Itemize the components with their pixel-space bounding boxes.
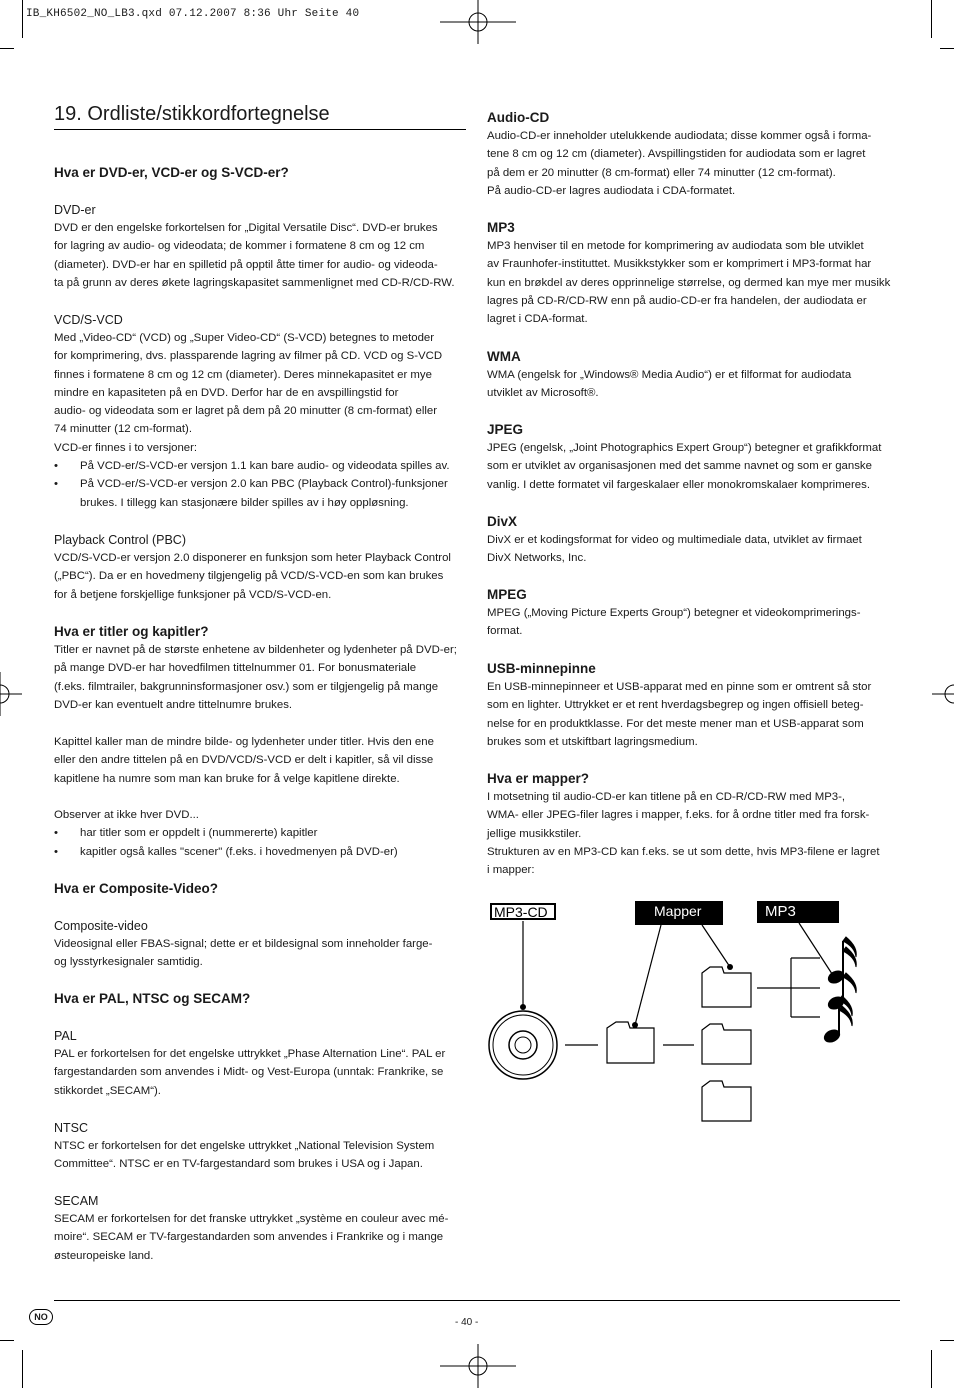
folder-icon bbox=[702, 1081, 751, 1121]
entry-line: kapitlene ha numre som man kan bruke for å velge kapitlene direkte. bbox=[54, 772, 400, 785]
entry-audio-cd bbox=[487, 109, 907, 200]
entry-heading: USB-minnepinne bbox=[487, 661, 596, 676]
label-mp3: MP3 bbox=[765, 903, 796, 920]
entry-line: på mange DVD-er har hovedfilmen tittelnummer 01. For bonusmateriale bbox=[54, 662, 417, 675]
entry-secam bbox=[54, 1192, 474, 1265]
entry-title: VCD/S-VCD bbox=[54, 313, 123, 327]
registration-mark-top bbox=[440, 0, 516, 44]
entry-line: ta på grunn av deres økete lagringskapasitet sammenlignet med CD-R/CD-RW. bbox=[54, 276, 455, 289]
entry-line: som er utviklet av organisasjonen med det samme navnet og som er ganske bbox=[487, 460, 872, 473]
entry-line: DivX er et kodingsformat for video og multimediale data, utviklet av firmaet bbox=[487, 534, 862, 546]
entry-folders bbox=[487, 770, 907, 879]
entry-line: lagres på CD-R/CD-RW enn på audio-CD-er fra handelen, der audiodata er bbox=[487, 294, 867, 307]
entry-line: DivX Networks, Inc. bbox=[487, 552, 587, 565]
title-rule bbox=[54, 129, 466, 130]
crop-mark bbox=[22, 0, 23, 38]
entry-line: brukes som et utskiftbart lagringsmedium. bbox=[487, 735, 698, 748]
entry-line: WMA (engelsk for „Windows® Media Audio“) er et filformat for audiodata bbox=[487, 369, 852, 381]
entry-line: i mapper: bbox=[487, 864, 535, 877]
entry-title: DVD-er bbox=[54, 203, 96, 217]
entry-line: En USB-minnepinneer et USB-apparat med en pinne som er omtrent så stor bbox=[487, 681, 872, 693]
entry-line: lagret i CDA-format. bbox=[487, 313, 588, 326]
section-heading: Hva er Composite-Video? bbox=[54, 881, 219, 896]
list-item: • kapitler også kalles "scener" (f.eks. i hovedmenyen på DVD-er) bbox=[54, 843, 474, 861]
crop-mark bbox=[0, 48, 14, 49]
entry-title: NTSC bbox=[54, 1121, 89, 1135]
entry-title: SECAM bbox=[54, 1194, 99, 1208]
entry-heading: MPEG bbox=[487, 587, 527, 602]
section-heading: Hva er titler og kapitler? bbox=[54, 624, 209, 639]
registration-mark-right bbox=[932, 672, 954, 716]
entry-line: og lysstyrkesignaler samtidig. bbox=[54, 956, 203, 969]
crop-mark bbox=[931, 1350, 932, 1388]
cd-disc-icon bbox=[489, 1011, 557, 1079]
entry-line: brukes. I tillegg kan stasjonære bilder spilles av i høy oppløsning. bbox=[80, 496, 409, 509]
entry-heading: WMA bbox=[487, 349, 521, 364]
crop-mark bbox=[940, 1340, 954, 1341]
entry-line: eller den andre tittelen på en DVD/VCD/S-VCD er delt i kapitler, så vil disse bbox=[54, 754, 434, 767]
entry-line: tene 8 cm og 12 cm (diameter). Avspillingstiden for audiodata som er lagret bbox=[487, 148, 866, 161]
bullet-list bbox=[54, 824, 474, 861]
folder-icon bbox=[702, 967, 751, 1007]
entry-usb bbox=[487, 660, 907, 751]
entry-jpeg bbox=[487, 421, 907, 494]
entry-heading: JPEG bbox=[487, 422, 524, 437]
crop-mark bbox=[0, 1340, 14, 1341]
entry-vcd bbox=[54, 311, 474, 512]
entry-mpeg bbox=[487, 586, 907, 641]
entry-line: moire“. SECAM er TV-fargestandarden som anvendes i Frankrike og i mange bbox=[54, 1231, 444, 1244]
entry-heading: DivX bbox=[487, 514, 518, 529]
entry-line: av Fraunhofer-instituttet. Musikkstykker som er komprimert i MP3-format har bbox=[487, 258, 872, 271]
entry-line: Observer at ikke hver DVD... bbox=[54, 809, 199, 821]
entry-heading: Audio-CD bbox=[487, 110, 550, 125]
entry-ntsc bbox=[54, 1119, 474, 1174]
entry-line: for komprimering, dvs. plassparende lagring av filmer på CD. VCD og S-VCD bbox=[54, 350, 443, 363]
chapters-paragraph bbox=[54, 733, 474, 788]
entry-line: østeuropeiske land. bbox=[54, 1249, 154, 1262]
entry-pbc bbox=[54, 531, 474, 604]
label-folders: Mapper bbox=[654, 903, 702, 919]
entry-line: (diameter). DVD-er har en spilletid på opptil åtte timer for audio- og videoda- bbox=[54, 258, 438, 271]
entry-line: mindre en kapasiteten på en DVD. Derfor har de en avspillingstid for bbox=[54, 386, 399, 399]
section-heading: Hva er PAL, NTSC og SECAM? bbox=[54, 991, 251, 1006]
entry-line: På audio-CD-er lagres audiodata i CDA-formatet. bbox=[487, 184, 736, 197]
mp3-cd-structure-diagram bbox=[480, 895, 880, 1130]
crop-mark bbox=[22, 1350, 23, 1388]
entry-line: format. bbox=[487, 625, 523, 638]
list-item: • har titler som er oppdelt i (nummererte) kapitler bbox=[54, 824, 474, 842]
label-mp3-cd: MP3-CD bbox=[494, 904, 548, 920]
entry-line: (f.eks. filmtrailer, bakgrunninsformasjoner osv.) som er tilgjengelig på mange bbox=[54, 680, 439, 693]
entry-line: utviklet av Microsoft®. bbox=[487, 387, 599, 400]
entry-heading: Hva er mapper? bbox=[487, 771, 590, 786]
entry-line: MP3 henviser til en metode for komprimering av audiodata som ble utviklet bbox=[487, 240, 864, 252]
entry-line: Strukturen av en MP3-CD kan f.eks. se ut som dette, hvis MP3-filene er lagret bbox=[487, 845, 880, 858]
entry-line: Titler er navnet på de største enhetene av bildenheter og lydenheter på DVD-er; bbox=[54, 644, 457, 656]
section-composite bbox=[54, 880, 474, 898]
entry-pal bbox=[54, 1027, 474, 1100]
entry-line: Videosignal eller FBAS-signal; dette er et bildesignal som inneholder farge- bbox=[54, 938, 433, 950]
entry-line: SECAM er forkortelsen for det franske uttrykket „système en couleur avec mé- bbox=[54, 1213, 449, 1225]
entry-line: WMA- eller JPEG-filer lagres i mapper, f.eks. for å ordne titler med fra forsk- bbox=[487, 809, 870, 822]
entry-line: („PBC“). Da er en hovedmeny tilgjengelig på VCD/S-VCD-en som kan brukes bbox=[54, 570, 444, 583]
music-notes-icon bbox=[822, 937, 856, 1044]
entry-line: Kapittel kaller man de mindre bilde- og lydenheter under titler. Hvis den ene bbox=[54, 736, 434, 748]
folder-icon bbox=[607, 1022, 654, 1063]
entry-mp3 bbox=[487, 219, 907, 328]
entry-line: Audio-CD-er inneholder utelukkende audiodata; disse kommer også i forma- bbox=[487, 130, 872, 142]
entry-line: PAL er forkortelsen for det engelske uttrykket „Phase Alternation Line“. PAL er bbox=[54, 1048, 446, 1060]
entry-line: fargestandarden som anvendes i Midt- og Vest-Europa (unntak: Frankrike, se bbox=[54, 1066, 444, 1079]
entry-line: Committee“. NTSC er en TV-fargestandard som brukes i USA og i Japan. bbox=[54, 1158, 423, 1171]
entry-title: PAL bbox=[54, 1029, 77, 1043]
section-titles bbox=[54, 623, 474, 714]
section-pal bbox=[54, 990, 474, 1008]
registration-mark-left bbox=[0, 672, 22, 716]
entry-line: som en lighter. Uttrykket er et rent hverdagsbegrep og ingen offisiell beteg- bbox=[487, 699, 864, 712]
file-slug: IB_KH6502_NO_LB3.qxd 07.12.2007 8:36 Uhr Seite 40 bbox=[26, 8, 360, 20]
entry-line: stikkordet „SECAM“). bbox=[54, 1084, 161, 1097]
bullet-list bbox=[54, 457, 474, 494]
entry-title: Playback Control (PBC) bbox=[54, 533, 186, 547]
list-item: • På VCD-er/S-VCD-er versjon 1.1 kan bare audio- og videodata spilles av. bbox=[54, 457, 474, 475]
page-title: 19. Ordliste/stikkordfortegnelse bbox=[54, 103, 330, 125]
entry-line: 74 minutter (12 cm-format). bbox=[54, 423, 192, 436]
crop-mark bbox=[940, 48, 954, 49]
entry-line: audio- og videodata som er lagret på dem på 20 minutter (8 cm-format) eller bbox=[54, 405, 438, 418]
entry-line: vanlig. I dette formatet vil fargeskalaer eller monokromskalaer komprimeres. bbox=[487, 478, 870, 491]
language-badge: NO bbox=[29, 1309, 53, 1325]
section-heading: Hva er DVD-er, VCD-er og S-VCD-er? bbox=[54, 165, 289, 180]
entry-divx bbox=[487, 513, 907, 568]
entry-line: kun en brøkdel av deres opprinnelige størrelse, og dermed kan mye mer musikk bbox=[487, 276, 891, 289]
entry-line: for lagring av audio- og videodata; de kommer i formatene 8 cm og 12 cm bbox=[54, 240, 425, 253]
entry-line: på dem er 20 minutter (8 cm-format) eller 74 minutter (12 cm-format). bbox=[487, 166, 836, 179]
entry-line: nelse for en produktklasse. For det meste mener man et USB-apparat som bbox=[487, 717, 864, 730]
entry-wma bbox=[487, 348, 907, 403]
registration-mark-bottom bbox=[440, 1344, 516, 1388]
entry-line: DVD-er kan eventuelt andre tittelnumre brukes. bbox=[54, 698, 293, 711]
entry-line: MPEG („Moving Picture Experts Group“) betegner et videokomprimerings- bbox=[487, 607, 861, 619]
entry-line: Med „Video-CD“ (VCD) og „Super Video-CD“ (S-VCD) betegnes to metoder bbox=[54, 332, 435, 344]
entry-line: for å betjene forskjellige funksjoner på VCD/S-VCD-en. bbox=[54, 588, 332, 601]
entry-line: VCD/S-VCD-er versjon 2.0 disponerer en funksjon som heter Playback Control bbox=[54, 552, 451, 564]
page-number: - 40 - bbox=[455, 1317, 479, 1328]
entry-composite bbox=[54, 917, 474, 972]
entry-line: finnes i formatene 8 cm og 12 cm (diameter). Deres minnekapasitet er mye bbox=[54, 368, 432, 381]
entry-line: JPEG (engelsk, „Joint Photographics Expert Group“) betegner et grafikkformat bbox=[487, 442, 882, 454]
crop-mark bbox=[931, 0, 932, 38]
observe-paragraph bbox=[54, 806, 474, 861]
entry-line: I motsetning til audio-CD-er kan titlene på en CD-R/CD-RW med MP3-, bbox=[487, 791, 846, 803]
entry-line: jellige musikkstiler. bbox=[487, 827, 582, 840]
list-item: • På VCD-er/S-VCD-er versjon 2.0 kan PBC (Playback Control)-funksjoner bbox=[54, 475, 474, 493]
footer-rule bbox=[54, 1300, 900, 1301]
folder-icon bbox=[702, 1024, 751, 1064]
entry-heading: MP3 bbox=[487, 220, 515, 235]
entry-title: Composite-video bbox=[54, 919, 148, 933]
entry-dvd bbox=[54, 201, 474, 292]
entry-line: NTSC er forkortelsen for det engelske uttrykket „National Television System bbox=[54, 1140, 435, 1152]
entry-line: VCD-er finnes i to versjoner: bbox=[54, 441, 198, 454]
entry-line: DVD er den engelske forkortelsen for „Digital Versatile Disc“. DVD-er brukes bbox=[54, 222, 438, 234]
section-dvd bbox=[54, 164, 474, 182]
